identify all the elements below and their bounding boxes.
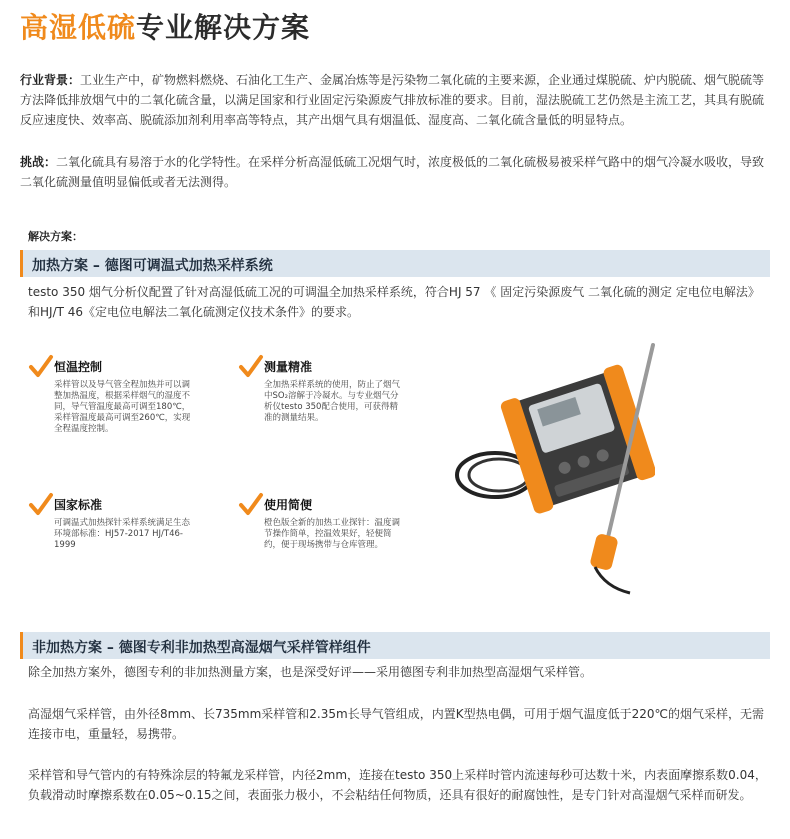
nonheated-section-title: 非加热方案 – 德图专利非加热型高湿烟气采样管样组件	[32, 640, 371, 656]
heated-intro: testo 350 烟气分析仪配置了针对高湿低硫工况的可调温全加热采样系统，符合HJ 57 《 固定污染源废气 二氧化硫的测定 定电位电解法》和HJ/T 46《定电位电解法二氧化硫测定仪技术条件》的要求。	[28, 285, 760, 319]
heated-section-title: 加热方案 – 德图可调温式加热采样系统	[32, 258, 273, 274]
challenge-text: 二氧化硫具有易溶于水的化学特性。在采样分析高湿低硫工况烟气时，浓度极低的二氧化硫极易被采样气路中的烟气冷凝水吸收，导致二氧化硫测量值明显偏低或者无法测得。	[20, 155, 765, 189]
check-icon	[238, 354, 264, 380]
challenge-label: 挑战：	[20, 155, 57, 169]
feature-title: 恒温控制	[54, 360, 103, 374]
heated-section-bar	[20, 250, 770, 277]
background-label: 行业背景：	[20, 73, 81, 87]
feature-body: 采样管以及导气管全程加热并可以调整加热温度，根据采样烟气的湿度不同，导气管温度最高可调至180℃，采样管温度最高可调至260℃，实现全程温度控制。	[54, 380, 191, 434]
feature-title: 国家标准	[54, 498, 103, 512]
nonheated-paragraph-1: 除全加热方案外，德图专利的非加热测量方案，也是深受好评——采用德图专利非加热型高湿烟气采样管。	[28, 665, 593, 679]
feature-body: 橙色版全新的加热工业探针：温度调节操作简单，控温效果好，轻便简约，便于现场携带与仓库管理。	[264, 518, 401, 550]
nonheated-paragraph-3: 采样管和导气管内的有特殊涂层的特氟龙采样管，内径2mm，连接在testo 350上采样时管内流速每秒可达数十米，内表面摩擦系数0.04，负载滑动时摩擦系数在0.05~0.15之间，表面张力极小，不会粘结任何物质，还具有很好的耐腐蚀性，是专门针对高湿烟气采样而研发。	[28, 768, 767, 802]
analyzer-probe-image	[455, 335, 655, 605]
bar-accent	[20, 250, 23, 277]
page-title	[20, 6, 310, 46]
feature-title: 测量精准	[264, 360, 313, 374]
background-paragraph	[20, 70, 772, 130]
background-text: 工业生产中，矿物燃料燃烧、石油化工生产、金属冶炼等是污染物二氧化硫的主要来源，企业通过煤脱硫、炉内脱硫、烟气脱硫等方法降低排放烟气中的二氧化硫含量，以满足国家和行业固定污染源废气排放标准的要求。目前，湿法脱硫工艺仍然是主流工艺，其具有脱硫反应速度快、效率高、脱硫添加剂利用率高等特点，其产出烟气具有烟温低、湿度高、二氧化硫含量低的明显特点。	[20, 73, 765, 127]
nonheated-paragraph-2: 高湿烟气采样管，由外径8mm、长735mm采样管和2.35m长导气管组成，内置K型热电偶，可用于烟气温度低于220℃的烟气采样，无需连接市电，重量轻，易携带。	[28, 707, 764, 741]
check-icon	[28, 492, 54, 518]
feature-title: 使用简便	[264, 498, 313, 512]
nonheated-section-bar	[20, 632, 770, 659]
title-highlight: 高湿低硫	[20, 11, 137, 44]
solution-label: 解决方案：	[28, 230, 83, 243]
title-rest: 专业解决方案	[136, 11, 311, 44]
challenge-paragraph	[20, 152, 772, 192]
feature-body: 可调温式加热探针采样系统满足生态环境部标准：HJ57-2017 HJ/T46-1999	[54, 518, 191, 550]
bar-accent	[20, 632, 23, 659]
feature-body: 全加热采样系统的使用，防止了烟气中SO₂溶解于冷凝水。与专业烟气分析仪testo 350配合使用，可获得精准的测量结果。	[264, 380, 401, 423]
check-icon	[28, 354, 54, 380]
check-icon	[238, 492, 264, 518]
